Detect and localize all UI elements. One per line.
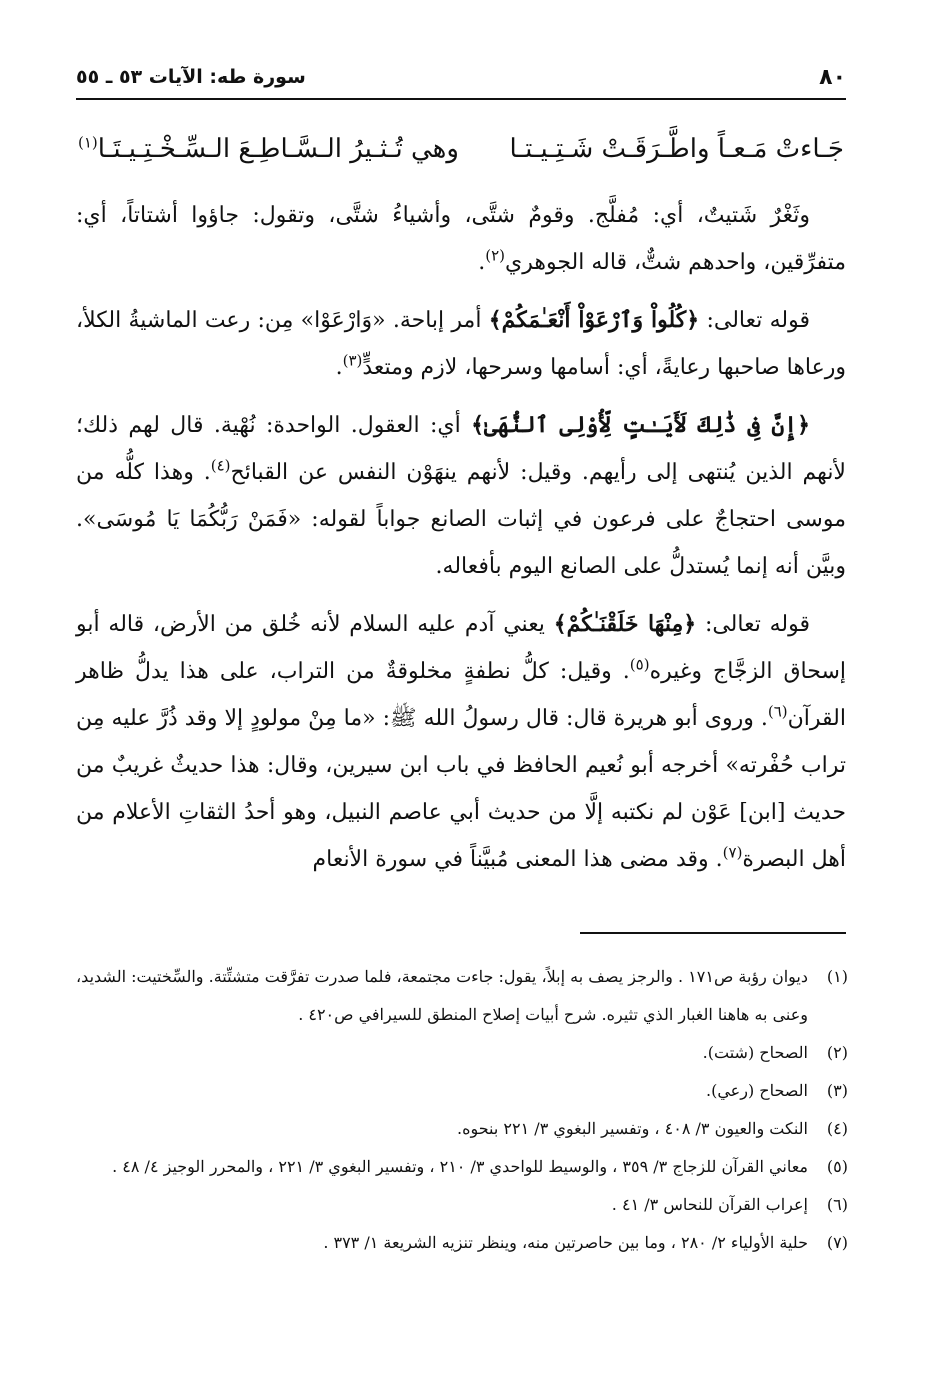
footnote-item xyxy=(76,1148,848,1186)
verse-first-text: جَـاءتْ مَـعـاً واطَّـرَقَـتْ شَـتِـيـتـا xyxy=(509,134,844,164)
quran-quote: كُلُواْ وَٱرْعَوْاْ أَنْعَـٰمَكُمْ xyxy=(501,307,687,333)
footnote-text: النكت والعيون ٣/ ٤٠٨ ، وتفسير البغوي ٣/ ٢٢١ بنحوه. xyxy=(456,1119,808,1138)
running-title: سورة طه: الآيات ٥٣ ـ ٥٥ xyxy=(76,66,306,88)
paragraph-text: أمر إباحة. «وَارْعَوْا» مِن: رعت الماشيةُ الكلأ، ورعاها صاحبها رعايةً، أي: أسامها وسرحها، لازم ومتعدٍّ xyxy=(76,308,846,380)
paragraph-2 xyxy=(76,297,846,391)
footnote-number: (٧) xyxy=(826,1233,848,1252)
footnote-item xyxy=(76,1034,848,1072)
footnotes xyxy=(76,958,848,1262)
footnote-ref[interactable]: (٦) xyxy=(767,702,788,721)
footnote-ref[interactable]: (٣) xyxy=(342,351,363,370)
quran-close-bracket: ﴾ xyxy=(488,307,502,333)
footnote-text: حلية الأولياء ٢/ ٢٨٠ ، وما بين حاصرتين منه، وينظر تنزيه الشريعة ١/ ٣٧٣ . xyxy=(323,1233,808,1252)
footnote-item xyxy=(76,1110,848,1148)
verse-second-text: وهي تُـثـيرُ الـسَّـاطِـعَ الـسِّـخْـتِـيـتَـا xyxy=(97,134,459,164)
footnote-text: الصحاح (رعي). xyxy=(706,1081,808,1100)
footnote-text: إعراب القرآن للنحاس ٣/ ٤١ . xyxy=(611,1195,808,1214)
paragraph-text: يعني آدم عليه السلام لأنه خُلق من الأرض، قاله أبو إسحاق الزجَّاج وغيره xyxy=(76,612,846,684)
quran-quote: مِنْهَا خَلَقْنَـٰكُمْ xyxy=(566,611,684,637)
footnote-item xyxy=(76,1072,848,1110)
paragraph-end: . xyxy=(478,250,486,275)
paragraph-intro: قوله تعالى: xyxy=(706,308,810,333)
running-header xyxy=(76,58,846,96)
quran-close-bracket: ﴾ xyxy=(553,611,567,637)
paragraph-text: وثَغْرٌ شَتيتٌ، أي: مُفلَّج. وقومٌ شتَّى، وأشياءُ شتَّى، وتقول: جاؤوا أشتاتاً، أي: متفرِّقين، واحدهم شتٌّ، قاله الجوهري xyxy=(76,203,846,275)
footnote-ref[interactable]: (٧) xyxy=(722,843,743,862)
paragraph-text: . وروى أبو هريرة قال: قال رسولُ الله ﷺ: «ما مِنْ مولودٍ إلا وقد ذُرَّ عليه مِن تراب حُفْرته» أخرجه أبو نُعيم الحافظ في باب ابن سيرين، وقال: هذا حديثٌ غريبٌ من حديث [ابن] عَوْن لم نكتبه إلَّا من حديث أبي عاصم النبيل، وهو أحدُ الثقاتِ الأعلام من أهل البصرة xyxy=(76,706,846,872)
paragraph-1 xyxy=(76,192,846,286)
footnote-text: ديوان رؤبة ص١٧١ . والرجز يصف به إبلاً، يقول: جاءت مجتمعة، فلما صدرت تفرَّقت متشتِّتة. والسِّختيت: الشديد، وعنى به هاهنا الغبار الذي تثيره. شرح أبيات إصلاح المنطق للسيرافي ص٤٢٠ . xyxy=(76,967,808,1024)
footnote-item xyxy=(76,958,848,1034)
paragraph-3 xyxy=(76,402,846,590)
footnote-ref[interactable]: (٢) xyxy=(485,246,505,265)
footnote-separator xyxy=(580,932,846,934)
paragraph-text: . وقيل: كلُّ نطفةٍ مخلوقةٌ من التراب، على هذا يدلُّ ظاهر القرآن xyxy=(76,659,846,731)
paragraph-text: . وهذا كلُّه من موسى احتجاجٌ على فرعون في إثبات الصانع جواباً لقوله: «فَمَنْ رَبُّكُمَا يَا مُوسَى». وبيَّن أنه إنما يُستدلُّ على الصانع اليوم بأفعاله. xyxy=(76,460,846,579)
footnote-ref[interactable]: (١) xyxy=(78,133,98,152)
footnote-number: (١) xyxy=(826,967,848,986)
footnote-item xyxy=(76,1224,848,1262)
footnote-text: الصحاح (شتت). xyxy=(702,1043,808,1062)
footnote-ref[interactable]: (٥) xyxy=(629,655,650,674)
paragraph-text: . وقد مضى هذا المعنى مُبيَّناً في سورة الأنعام xyxy=(312,847,723,872)
footnote-text: معاني القرآن للزجاج ٣/ ٣٥٩ ، والوسيط للواحدي ٣/ ٢١٠ ، وتفسير البغوي ٣/ ٢٢١ ، والمحرر الوجيز ٤/ ٤٨ . xyxy=(112,1157,808,1176)
quran-open-bracket: ﴿ xyxy=(797,412,810,438)
footnote-item xyxy=(76,1186,848,1224)
quran-close-bracket: ﴾ xyxy=(471,412,485,438)
footnote-number: (٦) xyxy=(826,1195,848,1214)
paragraph-4 xyxy=(76,601,846,883)
quran-open-bracket: ﴿ xyxy=(686,307,700,333)
footnote-number: (٥) xyxy=(826,1157,848,1176)
page-number: ٨٠ xyxy=(819,64,846,90)
quran-quote: إِنَّ فِى ذَٰلِكَ لَأَيَـٰتٍ لِّأُوْلِى ٱلنُّهَىٰ xyxy=(484,412,798,438)
verse-first-hemistich xyxy=(510,134,844,164)
main-text xyxy=(76,192,846,894)
quran-open-bracket: ﴿ xyxy=(683,611,697,637)
paragraph-intro: قوله تعالى: xyxy=(704,612,811,637)
header-rule xyxy=(76,98,846,100)
footnote-number: (٤) xyxy=(826,1119,848,1138)
footnote-number: (٣) xyxy=(826,1081,848,1100)
verse-second-hemistich xyxy=(78,134,459,164)
footnote-number: (٢) xyxy=(826,1043,848,1062)
footnote-ref[interactable]: (٤) xyxy=(210,456,231,475)
poetry-verse xyxy=(76,124,846,182)
paragraph-end: . xyxy=(335,355,343,380)
paragraph-text: أي: العقول. الواحدة: نُهْية. قال لهم ذلك؛ لأنهم الذين يُنتهى إلى رأيهم. وقيل: لأنهم ينهَوْن النفس عن القبائح xyxy=(76,413,846,485)
